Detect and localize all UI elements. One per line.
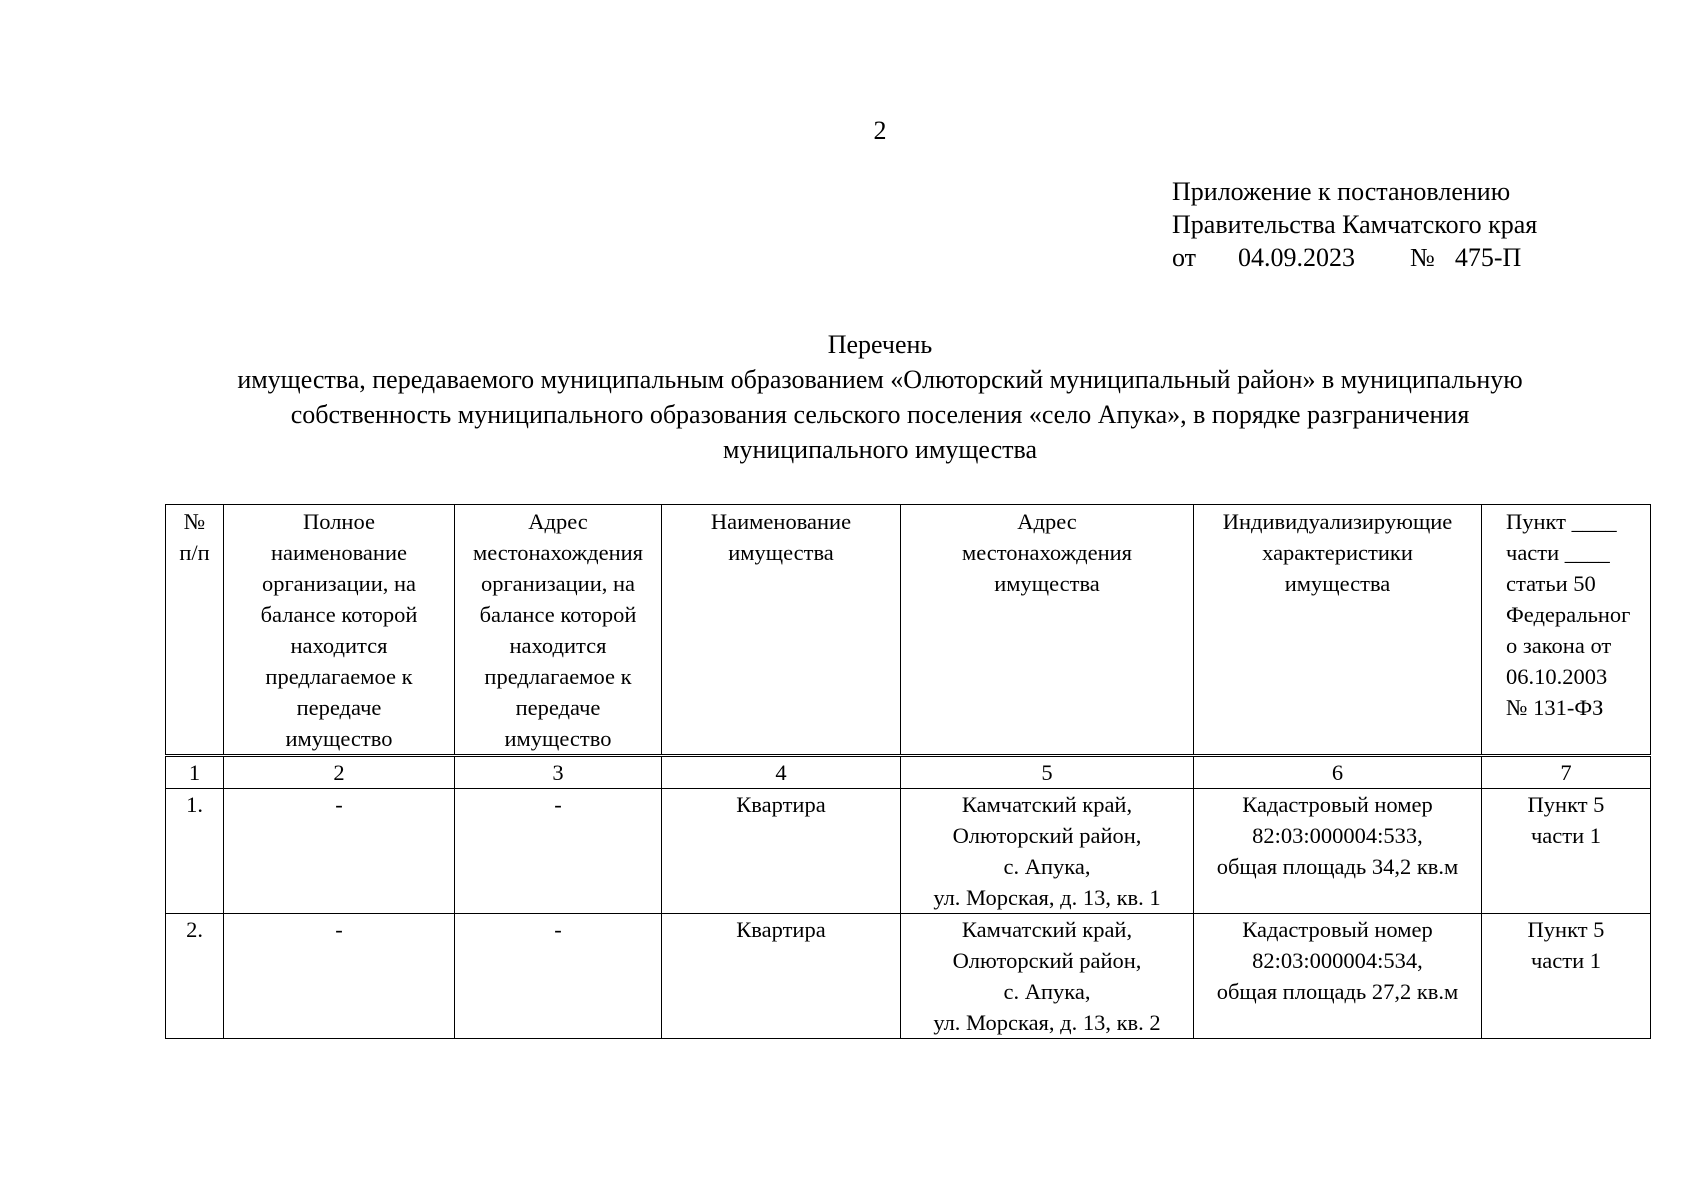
cell-text-line: 82:03:000004:534, — [1252, 948, 1423, 973]
header-org-address — [455, 505, 662, 756]
appendix-date-line — [1172, 241, 1537, 274]
header-org-name — [224, 505, 455, 756]
characteristics-cell — [1194, 914, 1482, 1039]
characteristics-cell — [1194, 789, 1482, 914]
column-number: 2 — [224, 756, 455, 789]
cell-text-line: Пункт ____ — [1506, 509, 1617, 534]
cell-text-line: Пункт 5 — [1527, 792, 1605, 817]
column-number: 1 — [166, 756, 224, 789]
header-number — [166, 505, 224, 756]
cell-text-line: п/п — [179, 540, 210, 565]
cell-text-line: передаче — [515, 695, 601, 720]
org-name-cell: - — [224, 789, 455, 914]
property-name-cell: Квартира — [662, 914, 901, 1039]
header-property-name — [662, 505, 901, 756]
cell-text-line: местонахождения — [961, 540, 1133, 565]
cell-text-line: находится — [509, 633, 607, 658]
cell-text-line: Пункт 5 — [1527, 917, 1605, 942]
header-characteristics — [1194, 505, 1482, 756]
cell-text-line: с. Апука, — [1003, 979, 1091, 1004]
heading-line-1: имущества, передаваемого муниципальным образованием «Олюторский муниципальный район» в муниципальную — [237, 365, 1523, 394]
property-table — [165, 504, 1651, 1039]
cell-text-line: имущества — [994, 571, 1100, 596]
property-address-cell — [901, 789, 1194, 914]
row-number: 1. — [166, 789, 224, 914]
cell-text-line: организации, на — [261, 571, 417, 596]
cell-text-line: № — [183, 509, 206, 534]
cell-text-line: организации, на — [480, 571, 636, 596]
cell-text-line: характеристики — [1262, 540, 1413, 565]
row-number: 2. — [166, 914, 224, 1039]
cell-text-line: наименование — [271, 540, 407, 565]
cell-text-line: Камчатский край, — [961, 792, 1133, 817]
appendix-line-1: Приложение к постановлению — [1172, 177, 1511, 206]
header-law-clause — [1482, 505, 1651, 756]
page-number: 2 — [873, 116, 887, 145]
law-clause-cell — [1482, 914, 1651, 1039]
cell-text-line: Камчатский край, — [961, 917, 1133, 942]
appendix-block — [1172, 175, 1537, 274]
cell-text-line: 06.10.2003 — [1506, 664, 1608, 689]
cell-text-line: балансе которой — [479, 602, 637, 627]
date-prefix: от — [1172, 243, 1197, 272]
cell-text-line: 82:03:000004:533, — [1252, 823, 1423, 848]
cell-text-line: части ____ — [1506, 540, 1610, 565]
heading-line-3: муниципального имущества — [722, 435, 1037, 464]
column-number: 5 — [901, 756, 1194, 789]
cell-text-line: передаче — [296, 695, 382, 720]
table-row — [166, 914, 1651, 1039]
table-row — [166, 789, 1651, 914]
column-number: 4 — [662, 756, 901, 789]
property-address-cell — [901, 914, 1194, 1039]
cell-text-line: имущество — [504, 726, 612, 751]
decree-date: 04.09.2023 — [1238, 243, 1356, 272]
table-header-row — [166, 505, 1651, 756]
heading-line-2: собственность муниципального образования сельского поселения «село Апука», в порядке разграничения — [290, 400, 1470, 429]
cell-text-line: Адрес — [1017, 509, 1077, 534]
cell-text-line: Индивидуализирующие — [1222, 509, 1453, 534]
document-heading — [0, 327, 1697, 467]
cell-text-line: ул. Морская, д. 13, кв. 2 — [933, 1010, 1161, 1035]
cell-text-line: Адрес — [528, 509, 588, 534]
number-sign: № — [1410, 243, 1435, 272]
cell-text-line: имущества — [1284, 571, 1391, 596]
cell-text-line: ул. Морская, д. 13, кв. 1 — [933, 885, 1161, 910]
cell-text-line: Кадастровый номер — [1242, 792, 1433, 817]
header-property-address — [901, 505, 1194, 756]
property-name-cell: Квартира — [662, 789, 901, 914]
cell-text-line: предлагаемое к — [484, 664, 632, 689]
cell-text-line: имущество — [285, 726, 393, 751]
cell-text-line: Олюторский район, — [952, 948, 1142, 973]
cell-text-line: части 1 — [1530, 823, 1602, 848]
cell-text-line: балансе которой — [260, 602, 418, 627]
cell-text-line: Олюторский район, — [952, 823, 1142, 848]
cell-text-line: имущества — [728, 540, 834, 565]
cell-text-line: общая площадь 27,2 кв.м — [1216, 979, 1459, 1004]
cell-text-line: о закона от — [1506, 633, 1612, 658]
cell-text-line: предлагаемое к — [265, 664, 413, 689]
column-number: 6 — [1194, 756, 1482, 789]
column-number: 7 — [1482, 756, 1651, 789]
law-clause-cell — [1482, 789, 1651, 914]
cell-text-line: Федеральног — [1506, 602, 1631, 627]
cell-text-line: с. Апука, — [1003, 854, 1091, 879]
heading-title: Перечень — [827, 330, 933, 359]
org-address-cell: - — [455, 914, 662, 1039]
cell-text-line: Кадастровый номер — [1242, 917, 1433, 942]
cell-text-line: общая площадь 34,2 кв.м — [1216, 854, 1459, 879]
decree-number: 475-П — [1454, 243, 1522, 272]
appendix-line-2: Правительства Камчатского края — [1172, 210, 1538, 239]
cell-text-line: местонахождения — [472, 540, 644, 565]
column-number: 3 — [455, 756, 662, 789]
cell-text-line: Полное — [303, 509, 375, 534]
cell-text-line: № 131-ФЗ — [1506, 695, 1604, 720]
org-address-cell: - — [455, 789, 662, 914]
cell-text-line: статьи 50 — [1506, 571, 1596, 596]
column-numbers-row — [166, 756, 1651, 789]
cell-text-line: находится — [290, 633, 388, 658]
cell-text-line: Наименование — [710, 509, 852, 534]
org-name-cell: - — [224, 914, 455, 1039]
cell-text-line: части 1 — [1530, 948, 1602, 973]
